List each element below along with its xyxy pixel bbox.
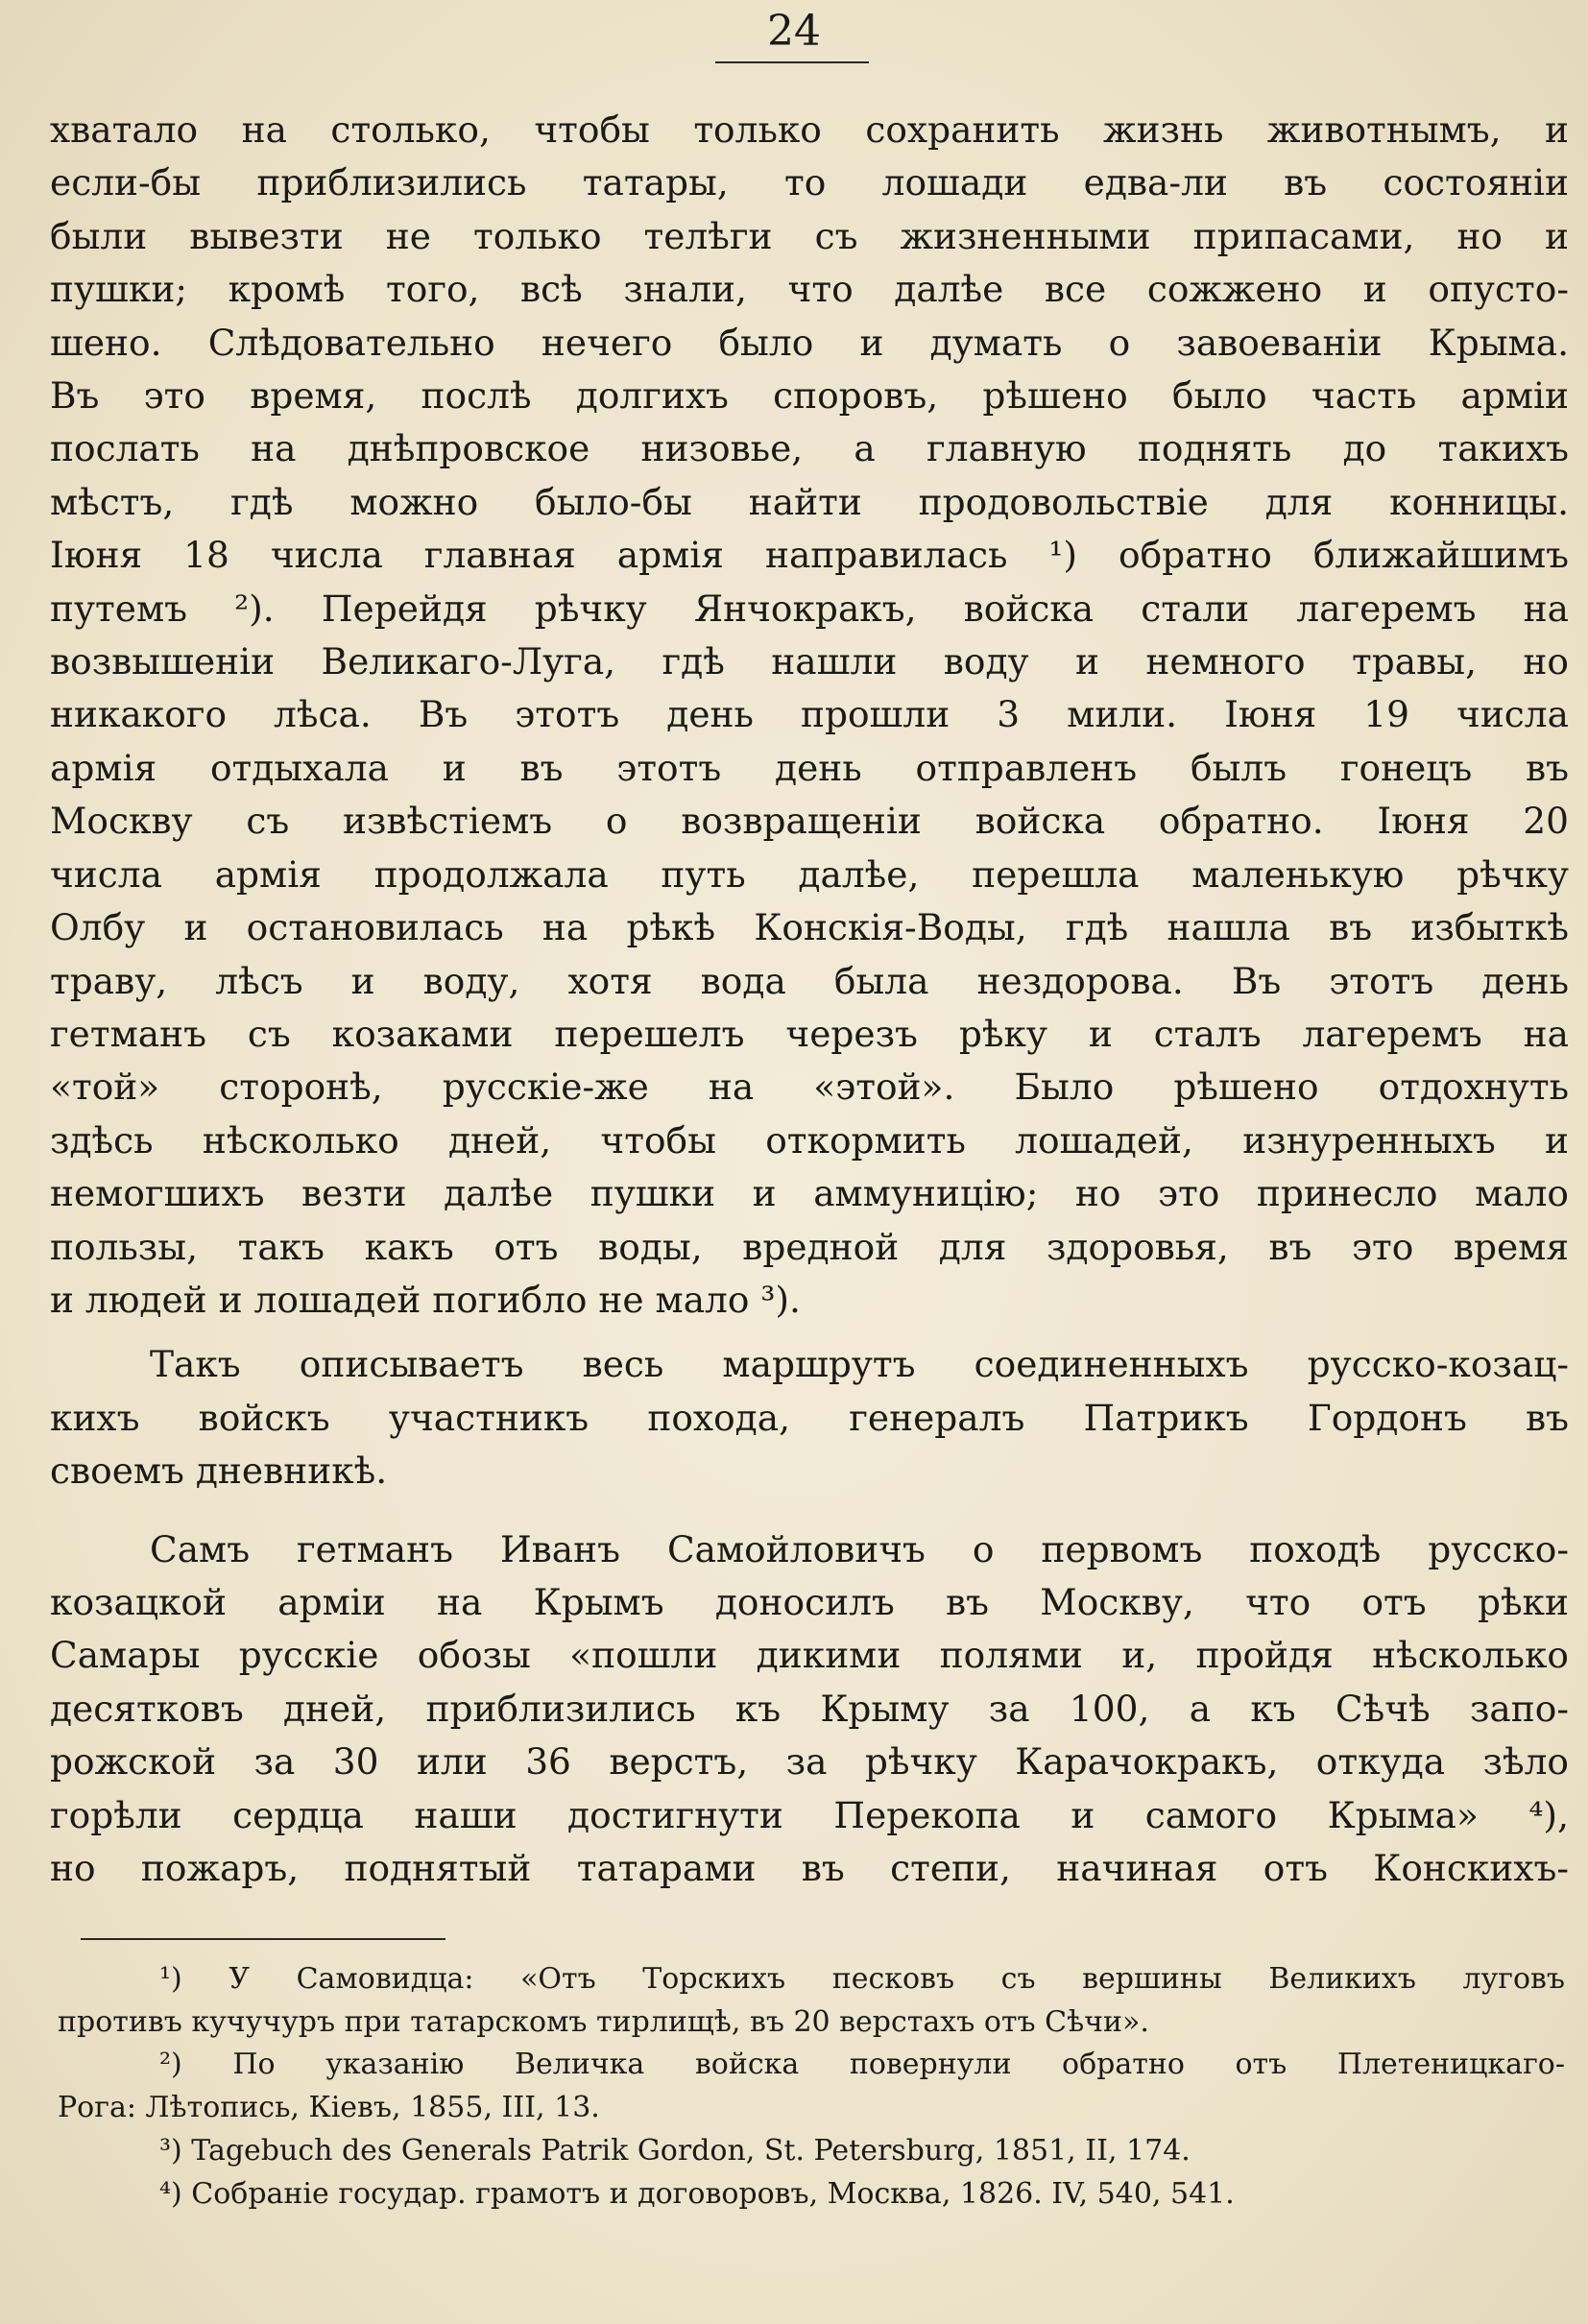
text-line: кихъ войскъ участникъ похода, генералъ Патрикъ Гордонъ въ (50, 1396, 1569, 1439)
footnote-line: противъ кучучуръ при татарскомъ тирлищѣ, въ 20 верстахъ отъ Сѣчи». (58, 2004, 1149, 2039)
text-line: шено. Слѣдовательно нечего было и думать о завоеванiи Крыма. (50, 321, 1569, 364)
text-line: «той» сторонѣ, русскiе-же на «этой». Было рѣшено отдохнуть (50, 1066, 1569, 1109)
page-number: 24 (767, 7, 821, 56)
body-text (50, 104, 1569, 1895)
text-line: Олбу и остановилась на рѣкѣ Конскiя-Воды, гдѣ нашла въ избыткѣ (50, 906, 1569, 949)
footnote-rule (81, 1938, 445, 1940)
text-line: своемъ дневникѣ. (50, 1450, 388, 1493)
footnote-line: Рога: Лѣтопись, Кiевъ, 1855, III, 13. (58, 2091, 600, 2125)
text-line: и людей и лошадей погибло не мало ³). (50, 1278, 801, 1321)
paragraph-3 (50, 1523, 1569, 1896)
paragraph-1 (50, 104, 1569, 1327)
text-line: горѣли сердца наши достигнути Перекопа и самого Крыма» ⁴), (50, 1793, 1569, 1836)
text-line: рожской за 30 или 36 верстъ, за рѣчку Карачокракъ, откуда зѣло (50, 1740, 1569, 1784)
text-line: Самары русскiе обозы «пошли дикими полями и, пройдя нѣсколько (50, 1634, 1569, 1677)
text-line: армiя отдыхала и въ этотъ день отправленъ былъ гонецъ въ (50, 746, 1569, 789)
text-line: если-бы приблизились татары, то лошади едва-ли въ состоянiи (50, 161, 1569, 204)
text-line: возвышенiи Великаго-Луга, гдѣ нашли воду и немного травы, но (50, 640, 1569, 683)
text-line: здѣсь нѣсколько дней, чтобы откормить лошадей, изнуренныхъ и (50, 1118, 1569, 1162)
footnote-line: ¹) У Самовидца: «Отъ Торскихъ песковъ съ вершины Великихъ луговъ (159, 1962, 1565, 1996)
text-line: Iюня 18 числа главная армiя направилась ¹) обратно ближайшимъ (50, 534, 1569, 577)
footnote-line: ³) Tagebuch des Generals Patrik Gordon, St. Petersburg, 1851, II, 174. (159, 2133, 1191, 2168)
text-line: гетманъ съ козаками перешелъ черезъ рѣку и сталъ лагеремъ на (50, 1012, 1569, 1055)
text-line: мѣстъ, гдѣ можно было-бы найти продовольствiе для конницы. (50, 480, 1569, 523)
header-rule (715, 61, 869, 63)
footnote-line: ²) По указанiю Величка войска повернули обратно отъ Плетеницкаго- (159, 2048, 1565, 2082)
footnotes (58, 1958, 1565, 2216)
text-line: путемъ ²). Перейдя рѣчку Янчокракъ, войска стали лагеремъ на (50, 587, 1569, 630)
footnote-line: ⁴) Собранiе государ. грамотъ и договоровъ, Москва, 1826. IV, 540, 541. (159, 2176, 1235, 2211)
text-line: были вывезти не только телѣги съ жизненными припасами, но и (50, 214, 1569, 257)
text-line: числа армiя продолжала путь далѣе, перешла маленькую рѣчку (50, 852, 1569, 896)
text-line: Москву съ извѣстiемъ о возвращенiи войска обратно. Iюня 20 (50, 800, 1569, 843)
text-line: Въ это время, послѣ долгихъ споровъ, рѣшено было часть армiи (50, 374, 1569, 418)
text-line: но пожаръ, поднятый татарами въ степи, начиная отъ Конскихъ- (50, 1847, 1569, 1889)
text-line: Самъ гетманъ Иванъ Самойловичъ о первомъ походѣ русско- (150, 1527, 1569, 1570)
text-line: немогшихъ везти далѣе пушки и аммуницiю; но это принесло мало (50, 1172, 1569, 1215)
text-line: десятковъ дней, приблизились къ Крыму за 100, а къ Сѣчѣ запо- (50, 1687, 1569, 1730)
text-line: траву, лѣсъ и воду, хотя вода была нездорова. Въ этотъ день (50, 959, 1569, 1002)
text-line: пушки; кромѣ того, всѣ знали, что далѣе все сожжено и опусто- (50, 268, 1569, 311)
text-line: никакого лѣса. Въ этотъ день прошли 3 мили. Iюня 19 числа (50, 693, 1569, 736)
text-line: хватало на столько, чтобы только сохранить жизнь животнымъ, и (50, 108, 1569, 151)
text-line: послать на днѣпровское низовье, а главную поднять до такихъ (50, 427, 1569, 470)
paragraph-2 (50, 1338, 1569, 1497)
text-line: козацкой армiи на Крымъ доносилъ въ Москву, что отъ рѣки (50, 1580, 1569, 1623)
text-line: Такъ описываетъ весь маршрутъ соединенныхъ русско-козац- (150, 1343, 1569, 1386)
text-line: пользы, такъ какъ отъ воды, вредной для здоровья, въ это время (50, 1225, 1569, 1268)
